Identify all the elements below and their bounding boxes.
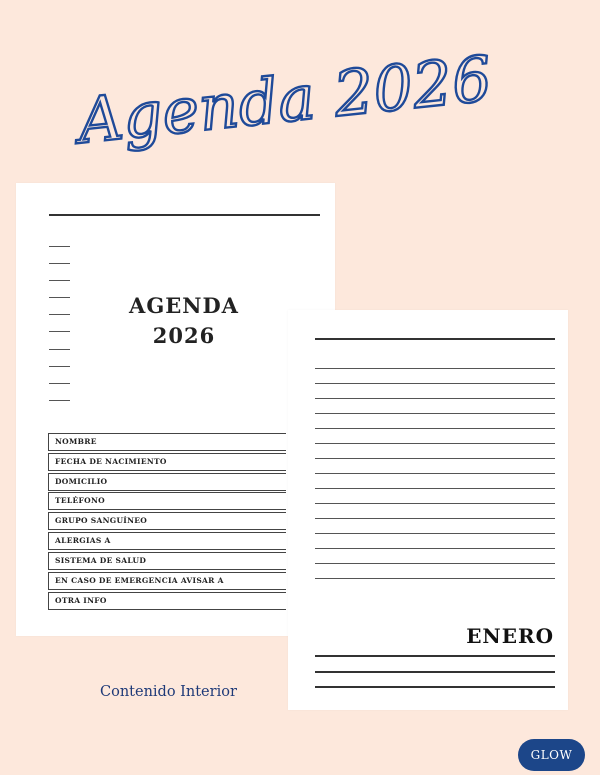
cover-tick [49, 366, 70, 367]
note-line [315, 563, 555, 564]
field-label: GRUPO SANGUÍNEO [55, 516, 148, 525]
note-line [315, 383, 555, 384]
note-line [315, 488, 555, 489]
cover-title-line1: AGENDA [129, 293, 239, 318]
page-title-text: Agenda 2026 [74, 41, 496, 158]
brand-badge[interactable]: GLOW [518, 739, 585, 771]
month-rule [315, 686, 555, 688]
note-line [315, 458, 555, 459]
field-label: FECHA DE NACIMIENTO [55, 457, 167, 466]
field-label: OTRA INFO [55, 596, 107, 605]
note-line [315, 578, 555, 579]
field-emergencia [48, 572, 286, 590]
cover-tick [49, 246, 70, 247]
field-nombre [48, 433, 286, 451]
cover-tick [49, 383, 70, 384]
cover-tick [49, 331, 70, 332]
field-domicilio [48, 473, 286, 491]
cover-tick [49, 297, 70, 298]
note-line [315, 413, 555, 414]
interior-top-rule [315, 338, 555, 340]
cover-tick [49, 400, 70, 401]
month-title: ENERO [466, 624, 554, 648]
note-line [315, 548, 555, 549]
month-rule [315, 671, 555, 673]
cover-tick [49, 280, 70, 281]
cover-title-line2: 2026 [152, 323, 216, 348]
note-line [315, 503, 555, 504]
field-label: DOMICILIO [55, 477, 108, 486]
field-telefono [48, 492, 286, 510]
note-line [315, 368, 555, 369]
field-label: EN CASO DE EMERGENCIA AVISAR A [55, 576, 224, 585]
cover-tick [49, 314, 70, 315]
field-fecha-nacimiento [48, 453, 286, 471]
note-line [315, 518, 555, 519]
cover-top-rule [49, 214, 320, 216]
note-line [315, 533, 555, 534]
field-label: ALERGIAS A [55, 536, 111, 545]
note-line [315, 398, 555, 399]
month-rule [315, 655, 555, 657]
field-sistema-salud [48, 552, 286, 570]
field-grupo-sanguineo [48, 512, 286, 530]
note-line [315, 428, 555, 429]
note-line [315, 443, 555, 444]
note-line [315, 473, 555, 474]
field-otra-info [48, 592, 286, 610]
interior-page [288, 310, 568, 710]
page-title [70, 30, 496, 170]
cover-tick [49, 349, 70, 350]
field-label: TELÉFONO [55, 496, 105, 505]
field-label: SISTEMA DE SALUD [55, 556, 147, 565]
caption: Contenido Interior [100, 684, 237, 700]
field-label: NOMBRE [55, 437, 97, 446]
field-alergias [48, 532, 286, 550]
cover-tick [49, 263, 70, 264]
